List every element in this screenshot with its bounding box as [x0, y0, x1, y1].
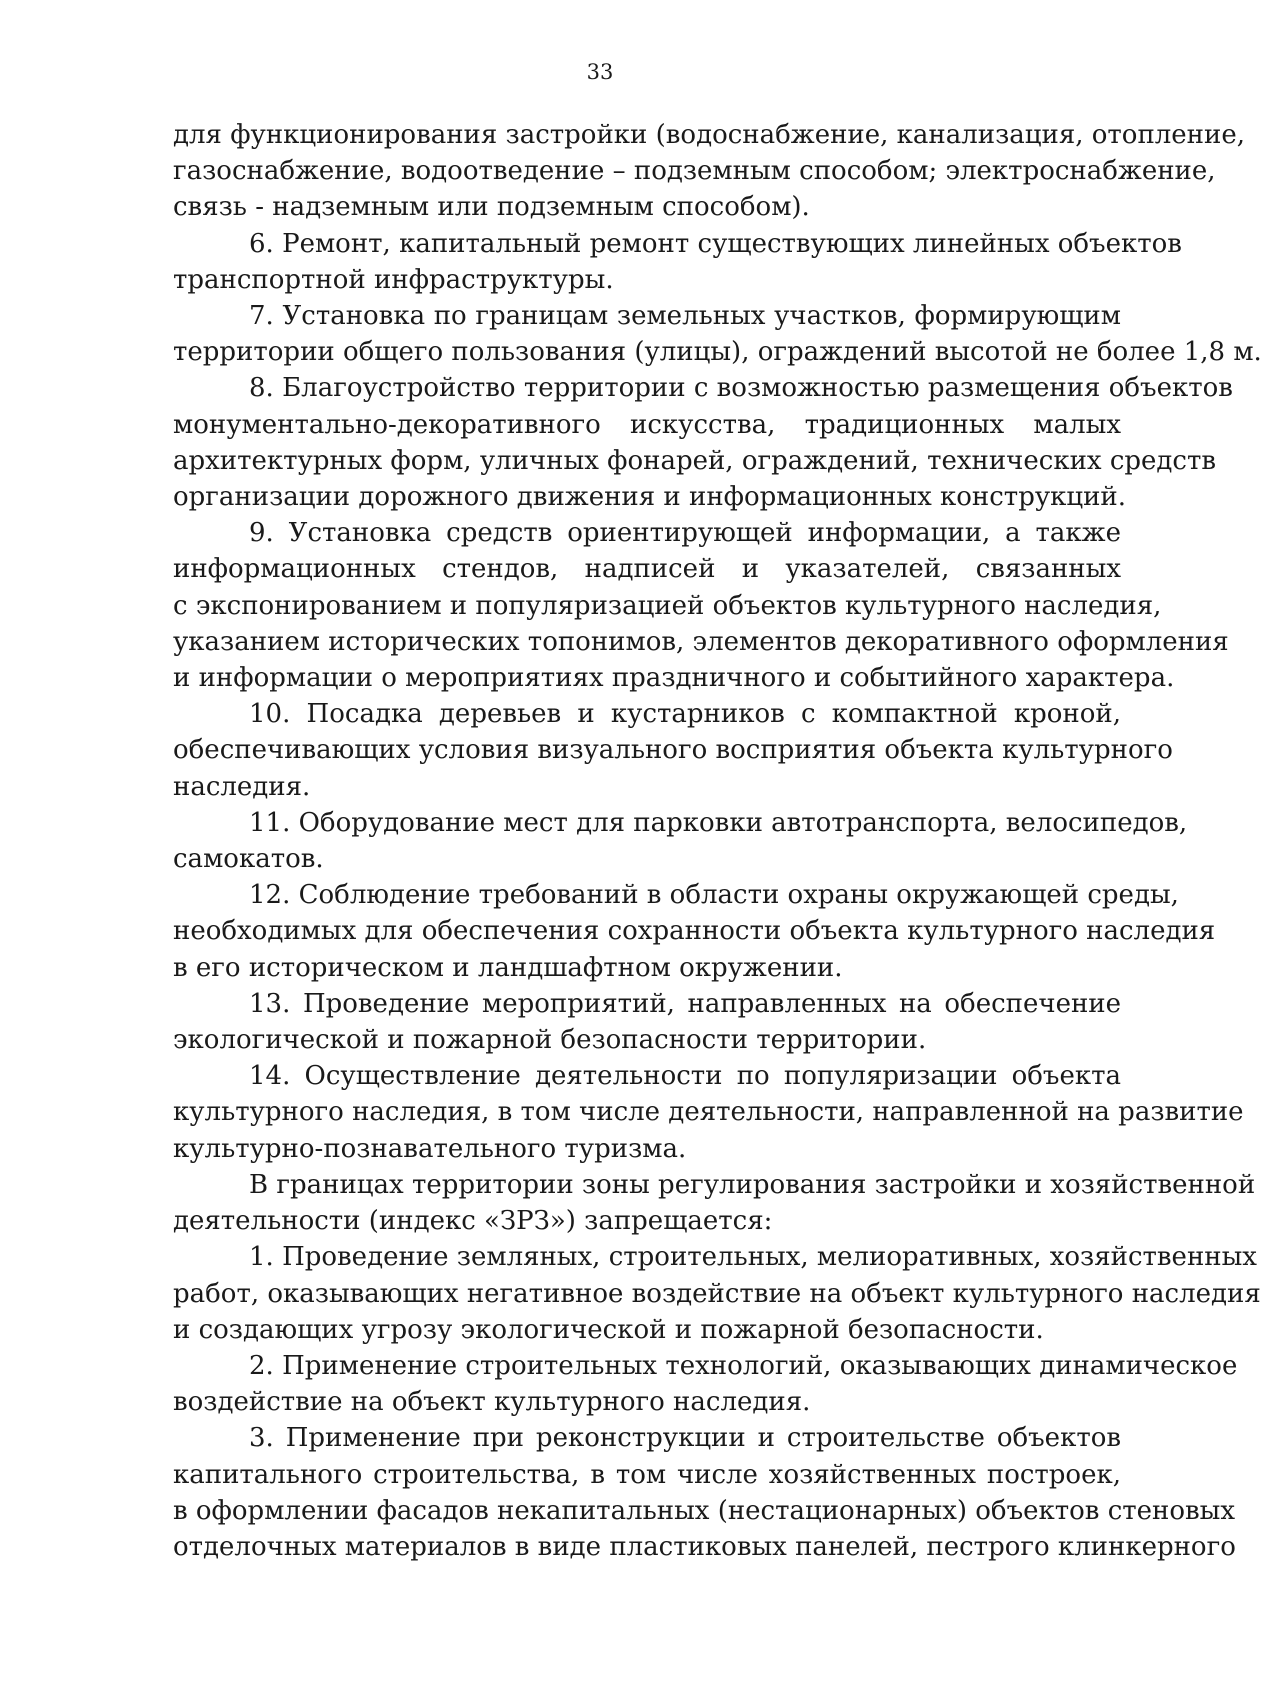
paragraph — [173, 1420, 1236, 1565]
text-line: архитектурных форм, уличных фонарей, ограждений, технических средств — [173, 445, 1217, 476]
text-line: обеспечивающих условия визуального восприятия объекта культурного — [173, 735, 1173, 766]
text-line: 13. Проведение мероприятий, направленных на обеспечение — [249, 988, 1121, 1019]
text-line: 10. Посадка деревьев и кустарников с компактной кроной, — [249, 699, 1121, 730]
text-line: в оформлении фасадов некапитальных (нестационарных) объектов стеновых — [173, 1495, 1236, 1526]
paragraph — [173, 877, 1216, 986]
paragraph — [173, 226, 1182, 298]
text-line: 3. Применение при реконструкции и строительстве объектов — [249, 1423, 1121, 1454]
text-line: 2. Применение строительных технологий, оказывающих динамическое — [249, 1350, 1238, 1381]
text-line: культурно-познавательного туризма. — [173, 1133, 687, 1164]
text-line: организации дорожного движения и информационных конструкций. — [173, 482, 1127, 513]
text-line: работ, оказывающих негативное воздействие на объект культурного наследия — [173, 1278, 1261, 1309]
paragraph — [173, 986, 1121, 1058]
text-line: для функционирования застройки (водоснабжение, канализация, отопление, — [173, 120, 1245, 150]
text-line: наследия. — [173, 771, 311, 802]
text-line: самокатов. — [173, 844, 324, 875]
paragraph — [173, 1167, 1256, 1239]
text-line: газоснабжение, водоотведение – подземным способом; электроснабжение, — [173, 156, 1216, 187]
text-line: воздействие на объект культурного наследия. — [173, 1387, 811, 1418]
text-line: 7. Установка по границам земельных участков, формирующим — [249, 301, 1121, 332]
paragraph — [173, 696, 1173, 805]
text-line: 8. Благоустройство территории с возможностью размещения объектов — [249, 373, 1233, 404]
text-line: капитального строительства, в том числе хозяйственных построек, — [173, 1459, 1121, 1490]
text-line: транспортной инфраструктуры. — [173, 264, 614, 295]
paragraph — [173, 805, 1188, 877]
text-line: с экспонированием и популяризацией объектов культурного наследия, — [173, 590, 1162, 621]
text-line: 11. Оборудование мест для парковки автотранспорта, велосипедов, — [249, 807, 1188, 838]
text-line: информационных стендов, надписей и указателей, связанных — [173, 554, 1121, 585]
text-line: экологической и пожарной безопасности территории. — [173, 1025, 927, 1056]
paragraph — [173, 117, 1245, 226]
paragraph — [173, 298, 1262, 370]
text-line: культурного наследия, в том числе деятельности, направленной на развитие — [173, 1097, 1244, 1128]
text-line: деятельности (индекс «ЗРЗ») запрещается: — [173, 1206, 773, 1237]
paragraph — [173, 370, 1233, 515]
paragraph — [173, 1058, 1244, 1167]
paragraph — [173, 515, 1229, 696]
text-line: связь - надземным или подземным способом). — [173, 192, 810, 223]
text-line: 14. Осуществление деятельности по популяризации объекта — [249, 1061, 1121, 1092]
document-body — [173, 117, 1262, 1565]
paragraph — [173, 1239, 1261, 1348]
text-line: В границах территории зоны регулирования застройки и хозяйственной — [249, 1169, 1256, 1200]
text-line: указанием исторических топонимов, элементов декоративного оформления — [173, 626, 1229, 657]
text-line: 12. Соблюдение требований в области охраны окружающей среды, — [249, 880, 1179, 911]
text-line: и информации о мероприятиях праздничного и событийного характера. — [173, 663, 1175, 694]
paragraph — [173, 1348, 1238, 1420]
text-line: необходимых для обеспечения сохранности объекта культурного наследия — [173, 916, 1216, 947]
text-line: 6. Ремонт, капитальный ремонт существующих линейных объектов — [249, 228, 1182, 259]
text-line: в его историческом и ландшафтном окружении. — [173, 952, 843, 983]
text-line: 9. Установка средств ориентирующей информации, а также — [249, 518, 1121, 549]
text-line: 1. Проведение земляных, строительных, мелиоративных, хозяйственных — [249, 1242, 1257, 1273]
text-line: территории общего пользования (улицы), ограждений высотой не более 1,8 м. — [173, 337, 1262, 368]
text-line: отделочных материалов в виде пластиковых панелей, пестрого клинкерного — [173, 1531, 1236, 1562]
text-line: и создающих угрозу экологической и пожарной безопасности. — [173, 1314, 1044, 1345]
text-line: монументально-декоративного искусства, традиционных малых — [173, 409, 1121, 440]
page-number: 33 — [586, 60, 614, 84]
